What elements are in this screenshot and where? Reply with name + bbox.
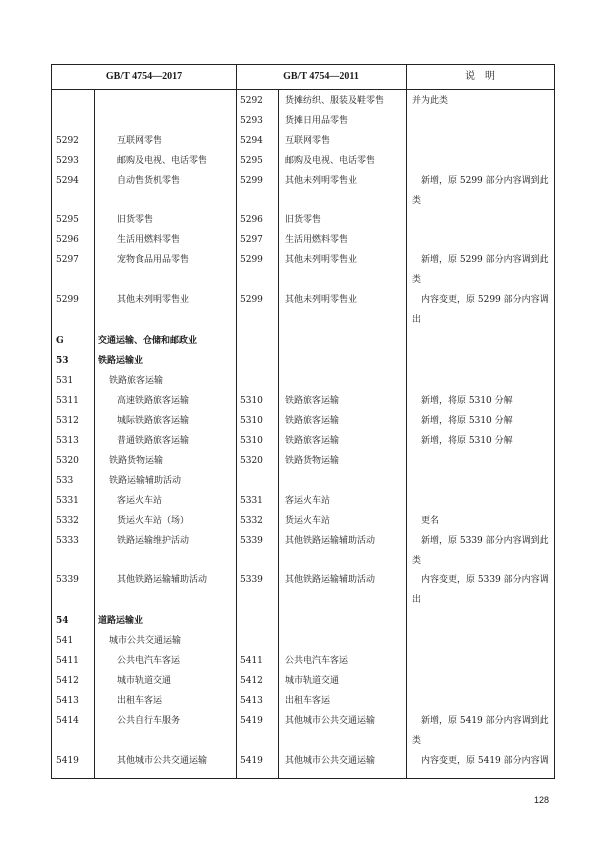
name-2017: 城际铁路旅客运输 xyxy=(117,416,190,426)
name-2011: 城市轨道交通 xyxy=(285,676,340,686)
code-2017: 5297 xyxy=(56,255,79,265)
code-2011: 5296 xyxy=(240,215,263,225)
name-2017: 铁路运输辅助活动 xyxy=(109,476,182,486)
note: 新增，原 5339 部分内容调到此类 xyxy=(412,536,549,566)
code-2011: 5419 xyxy=(240,756,263,766)
division-code: 54 xyxy=(56,616,69,626)
table-row xyxy=(52,111,554,131)
code-2011: 5293 xyxy=(240,116,263,126)
table-row xyxy=(52,411,554,431)
name-2011: 其他未列明零售业 xyxy=(285,295,358,305)
table-row xyxy=(52,691,554,711)
table-row xyxy=(52,531,554,566)
name-2017: 铁路货物运输 xyxy=(109,456,164,466)
note: 新增，将原 5310 分解 xyxy=(412,436,513,446)
code-2011: 5411 xyxy=(240,656,263,666)
name-2017: 自动售货机零售 xyxy=(117,176,181,186)
name-2017: 生活用燃料零售 xyxy=(117,235,181,245)
table-row xyxy=(52,711,554,746)
code-2017: 5332 xyxy=(56,516,79,526)
code-2017: 5320 xyxy=(56,456,79,466)
name-2011: 其他城市公共交通运输 xyxy=(285,716,376,726)
note: 内容变更，原 5419 部分内容调 xyxy=(412,756,549,766)
name-2011: 旧货零售 xyxy=(285,215,322,225)
note: 新增，将原 5310 分解 xyxy=(412,416,513,426)
table-row xyxy=(52,371,554,391)
code-2017: 5293 xyxy=(56,156,79,166)
code-2017: 5312 xyxy=(56,416,79,426)
code-2011: 5332 xyxy=(240,516,263,526)
name-2017: 旧货零售 xyxy=(117,215,154,225)
table-row xyxy=(52,210,554,230)
name-2017: 邮购及电视、电话零售 xyxy=(117,156,208,166)
code-2017: 5414 xyxy=(56,716,79,726)
table-row xyxy=(52,611,554,631)
name-2017: 普通铁路旅客运输 xyxy=(117,436,190,446)
code-2017: 5313 xyxy=(56,436,79,446)
name-2011: 铁路旅客运输 xyxy=(285,396,340,406)
section-name: 交通运输、仓储和邮政业 xyxy=(98,336,198,346)
note: 内容变更，原 5339 部分内容调出 xyxy=(412,575,549,605)
name-2011: 邮购及电视、电话零售 xyxy=(285,156,376,166)
note: 新增，原 5299 部分内容调到此类 xyxy=(412,176,549,206)
code-2017: 5311 xyxy=(56,396,79,406)
code-2017: 5295 xyxy=(56,215,79,225)
table-row xyxy=(52,651,554,671)
name-2017: 铁路运输维护活动 xyxy=(117,536,190,546)
name-2017: 其他未列明零售业 xyxy=(117,295,190,305)
code-2011: 5339 xyxy=(240,575,263,585)
table-row xyxy=(52,91,554,111)
code-2017: 5419 xyxy=(56,756,79,766)
name-2011: 其他未列明零售业 xyxy=(285,176,358,186)
code-2017: 5296 xyxy=(56,235,79,245)
code-2017: 5294 xyxy=(56,176,79,186)
header-divider xyxy=(52,89,554,90)
name-2011: 其他铁路运输辅助活动 xyxy=(285,575,376,585)
code-2011: 5412 xyxy=(240,676,263,686)
code-2017: 5333 xyxy=(56,536,79,546)
header-gbt-2011: GB/T 4754—2011 xyxy=(283,71,359,82)
name-2017: 城市轨道交通 xyxy=(117,676,172,686)
name-2011: 货摊纺织、服装及鞋零售 xyxy=(285,96,385,106)
name-2011: 其他未列明零售业 xyxy=(285,255,358,265)
division-name: 道路运输业 xyxy=(98,616,144,626)
code-2017: 541 xyxy=(56,636,74,646)
code-2017: 531 xyxy=(56,376,74,386)
table-row xyxy=(52,570,554,605)
table-row xyxy=(52,391,554,411)
code-2017: 5411 xyxy=(56,656,79,666)
code-2017: 5412 xyxy=(56,676,79,686)
code-2011: 5297 xyxy=(240,235,263,245)
table-row xyxy=(52,230,554,250)
name-2011: 铁路旅客运输 xyxy=(285,436,340,446)
table-row xyxy=(52,171,554,206)
table-row xyxy=(52,431,554,451)
header-note: 说 明 xyxy=(465,71,495,82)
name-2011: 公共电汽车客运 xyxy=(285,656,349,666)
code-2017: 5292 xyxy=(56,136,79,146)
name-2017: 货运火车站（场） xyxy=(117,516,190,526)
name-2017: 客运火车站 xyxy=(117,496,163,506)
name-2017: 城市公共交通运输 xyxy=(109,636,182,646)
code-2011: 5310 xyxy=(240,436,263,446)
code-2017: 5413 xyxy=(56,696,79,706)
name-2011: 铁路旅客运输 xyxy=(285,416,340,426)
name-2017: 互联网零售 xyxy=(117,136,163,146)
table-row xyxy=(52,491,554,511)
table-row xyxy=(52,331,554,351)
table-row xyxy=(52,250,554,285)
name-2011: 铁路货物运输 xyxy=(285,456,340,466)
table-row xyxy=(52,290,554,325)
name-2017: 其他铁路运输辅助活动 xyxy=(117,575,208,585)
name-2017: 高速铁路旅客运输 xyxy=(117,396,190,406)
classification-table xyxy=(51,64,555,779)
name-2011: 互联网零售 xyxy=(285,136,331,146)
division-code: 53 xyxy=(56,356,69,366)
name-2011: 货摊日用品零售 xyxy=(285,116,349,126)
table-row xyxy=(52,351,554,371)
table-row xyxy=(52,631,554,651)
code-2011: 5419 xyxy=(240,716,263,726)
code-2011: 5292 xyxy=(240,96,263,106)
code-2011: 5310 xyxy=(240,396,263,406)
name-2011: 生活用燃料零售 xyxy=(285,235,349,245)
table-row xyxy=(52,671,554,691)
name-2011: 其他城市公共交通运输 xyxy=(285,756,376,766)
name-2017: 公共自行车服务 xyxy=(117,716,181,726)
table-row xyxy=(52,511,554,531)
name-2017: 宠物食品用品零售 xyxy=(117,255,190,265)
code-2011: 5295 xyxy=(240,156,263,166)
code-2011: 5339 xyxy=(240,536,263,546)
note: 内容变更，原 5299 部分内容调出 xyxy=(412,295,549,325)
name-2017: 铁路旅客运输 xyxy=(109,376,164,386)
name-2017: 公共电汽车客运 xyxy=(117,656,181,666)
division-name: 铁路运输业 xyxy=(98,356,144,366)
section-code: G xyxy=(56,336,64,346)
code-2011: 5299 xyxy=(240,295,263,305)
code-2011: 5299 xyxy=(240,176,263,186)
name-2011: 其他铁路运输辅助活动 xyxy=(285,536,376,546)
code-2011: 5299 xyxy=(240,255,263,265)
code-2011: 5310 xyxy=(240,416,263,426)
code-2011: 5320 xyxy=(240,456,263,466)
table-row xyxy=(52,131,554,151)
code-2011: 5294 xyxy=(240,136,263,146)
header-gbt-2017: GB/T 4754—2017 xyxy=(105,71,183,82)
note: 并为此类 xyxy=(412,96,449,106)
name-2011: 客运火车站 xyxy=(285,496,331,506)
page-number: 128 xyxy=(534,795,550,805)
name-2017: 其他城市公共交通运输 xyxy=(117,756,208,766)
code-2017: 5331 xyxy=(56,496,79,506)
code-2011: 5331 xyxy=(240,496,263,506)
table-row xyxy=(52,451,554,471)
name-2011: 出租车客运 xyxy=(285,696,331,706)
note: 新增，原 5419 部分内容调到此类 xyxy=(412,716,549,746)
note: 更名 xyxy=(412,516,440,526)
code-2017: 5299 xyxy=(56,295,79,305)
table-row xyxy=(52,151,554,171)
note: 新增，原 5299 部分内容调到此类 xyxy=(412,255,549,285)
table-row xyxy=(52,471,554,491)
code-2011: 5413 xyxy=(240,696,263,706)
table-row xyxy=(52,751,554,771)
code-2017: 533 xyxy=(56,476,74,486)
name-2011: 货运火车站 xyxy=(285,516,331,526)
name-2017: 出租车客运 xyxy=(117,696,163,706)
note: 新增，将原 5310 分解 xyxy=(412,396,513,406)
code-2017: 5339 xyxy=(56,575,79,585)
